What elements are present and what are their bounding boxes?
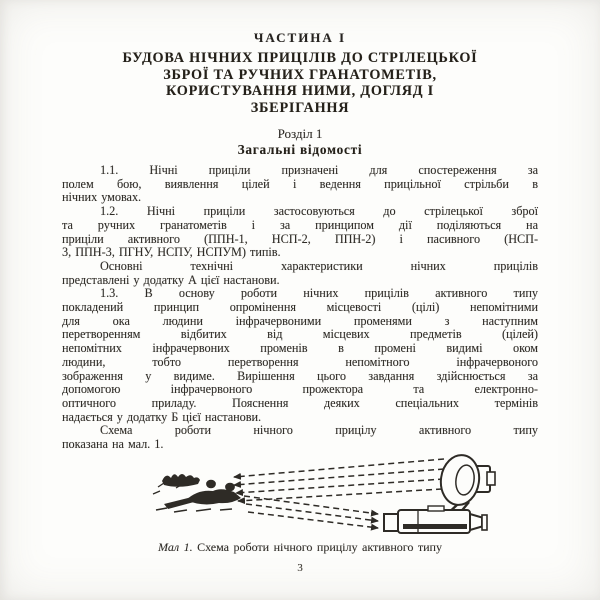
text-line: нічних умовах. — [62, 190, 142, 205]
text-line: перетворенням відбитих від місцевих предметів (цілей) — [62, 327, 538, 342]
ir-beams-reflected-icon — [244, 496, 378, 528]
ir-beams-outgoing-icon — [234, 459, 444, 501]
text-line: зображення у видиме. Вирішення цього завдання здійснюється за — [62, 368, 538, 383]
text-line: показана на мал. 1. — [62, 437, 164, 452]
soldiers-silhouette-icon — [153, 474, 241, 512]
text-line: представлені у додатку А цієї настанови. — [62, 272, 280, 287]
title-line: БУДОВА НІЧНИХ ПРИЦІЛІВ ДО СТРІЛЕЦЬКОЇ — [122, 50, 478, 66]
figure-caption — [62, 540, 538, 554]
text-line: 1.3. В основу роботи нічних прицілів активного типу — [100, 286, 538, 301]
paragraph-1-1 — [62, 164, 538, 205]
text-line: людини, тобто перетворення непомітного інфрачервоного — [62, 354, 538, 369]
paragraph-1-2 — [62, 205, 538, 260]
figure-caption-label: Мал 1. — [158, 539, 193, 554]
figure-night-sight-diagram — [128, 454, 500, 538]
text-line: покладений принцип опромінення місцевості (цілі) непомітними — [62, 300, 538, 315]
document-title — [62, 50, 538, 116]
figure-caption-text: Схема роботи нічного прицілу активного типу — [197, 539, 442, 554]
text-line: приціли активного (ППН-1, НСП-2, ППН-2) і пасивного (НСП- — [62, 231, 538, 246]
text-line: оптичного приладу. Пояснення деяких спеціальних термінів — [62, 395, 538, 410]
text-line: непомітних інфрачервоних променів в промені видимі оком — [62, 341, 538, 356]
text-line: та ручних гранатометів і за принципом дії поділяються на — [62, 217, 538, 232]
text-line: 3, ППН-3, ПГНУ, НСПУ, НСПУМ) типів. — [62, 245, 281, 260]
text-line: Схема роботи нічного прицілу активного типу — [100, 423, 538, 438]
page-number: 3 — [297, 561, 303, 574]
body-text — [62, 164, 538, 452]
text-line: надається у додатку Б цієї настанови. — [62, 409, 262, 424]
text-line: полем бою, виявлення цілей і ведення прицільної стрільби в — [62, 176, 538, 191]
section-heading: Загальні відомості — [237, 142, 363, 157]
text-line: Основні технічні характеристики нічних прицілів — [100, 258, 538, 273]
title-line: ЗБЕРІГАННЯ — [250, 99, 350, 116]
title-line: КОРИСТУВАННЯ НИМИ, ДОГЛЯД І — [166, 83, 434, 99]
night-scope-icon — [384, 506, 487, 533]
text-line: для ока людини інфрачервоними променями з наступним — [62, 313, 538, 328]
paragraph-scheme-ref — [62, 424, 538, 451]
text-line: 1.2. Нічні приціли застосовуються до стрілецької зброї — [100, 204, 538, 219]
title-line: ЗБРОЇ ТА РУЧНИХ ГРАНАТОМЕТІВ, — [163, 66, 437, 83]
paragraph-characteristics — [62, 260, 538, 287]
text-line: 1.1. Нічні приціли призначені для спостереження за — [100, 163, 538, 177]
part-label: ЧАСТИНА І — [253, 30, 347, 45]
text-line: допомогою інфрачервоного прожектора та електронно- — [62, 382, 538, 397]
ir-projector-icon — [438, 454, 495, 517]
chapter-heading: Розділ 1 — [277, 126, 323, 141]
paragraph-1-3 — [62, 287, 538, 424]
